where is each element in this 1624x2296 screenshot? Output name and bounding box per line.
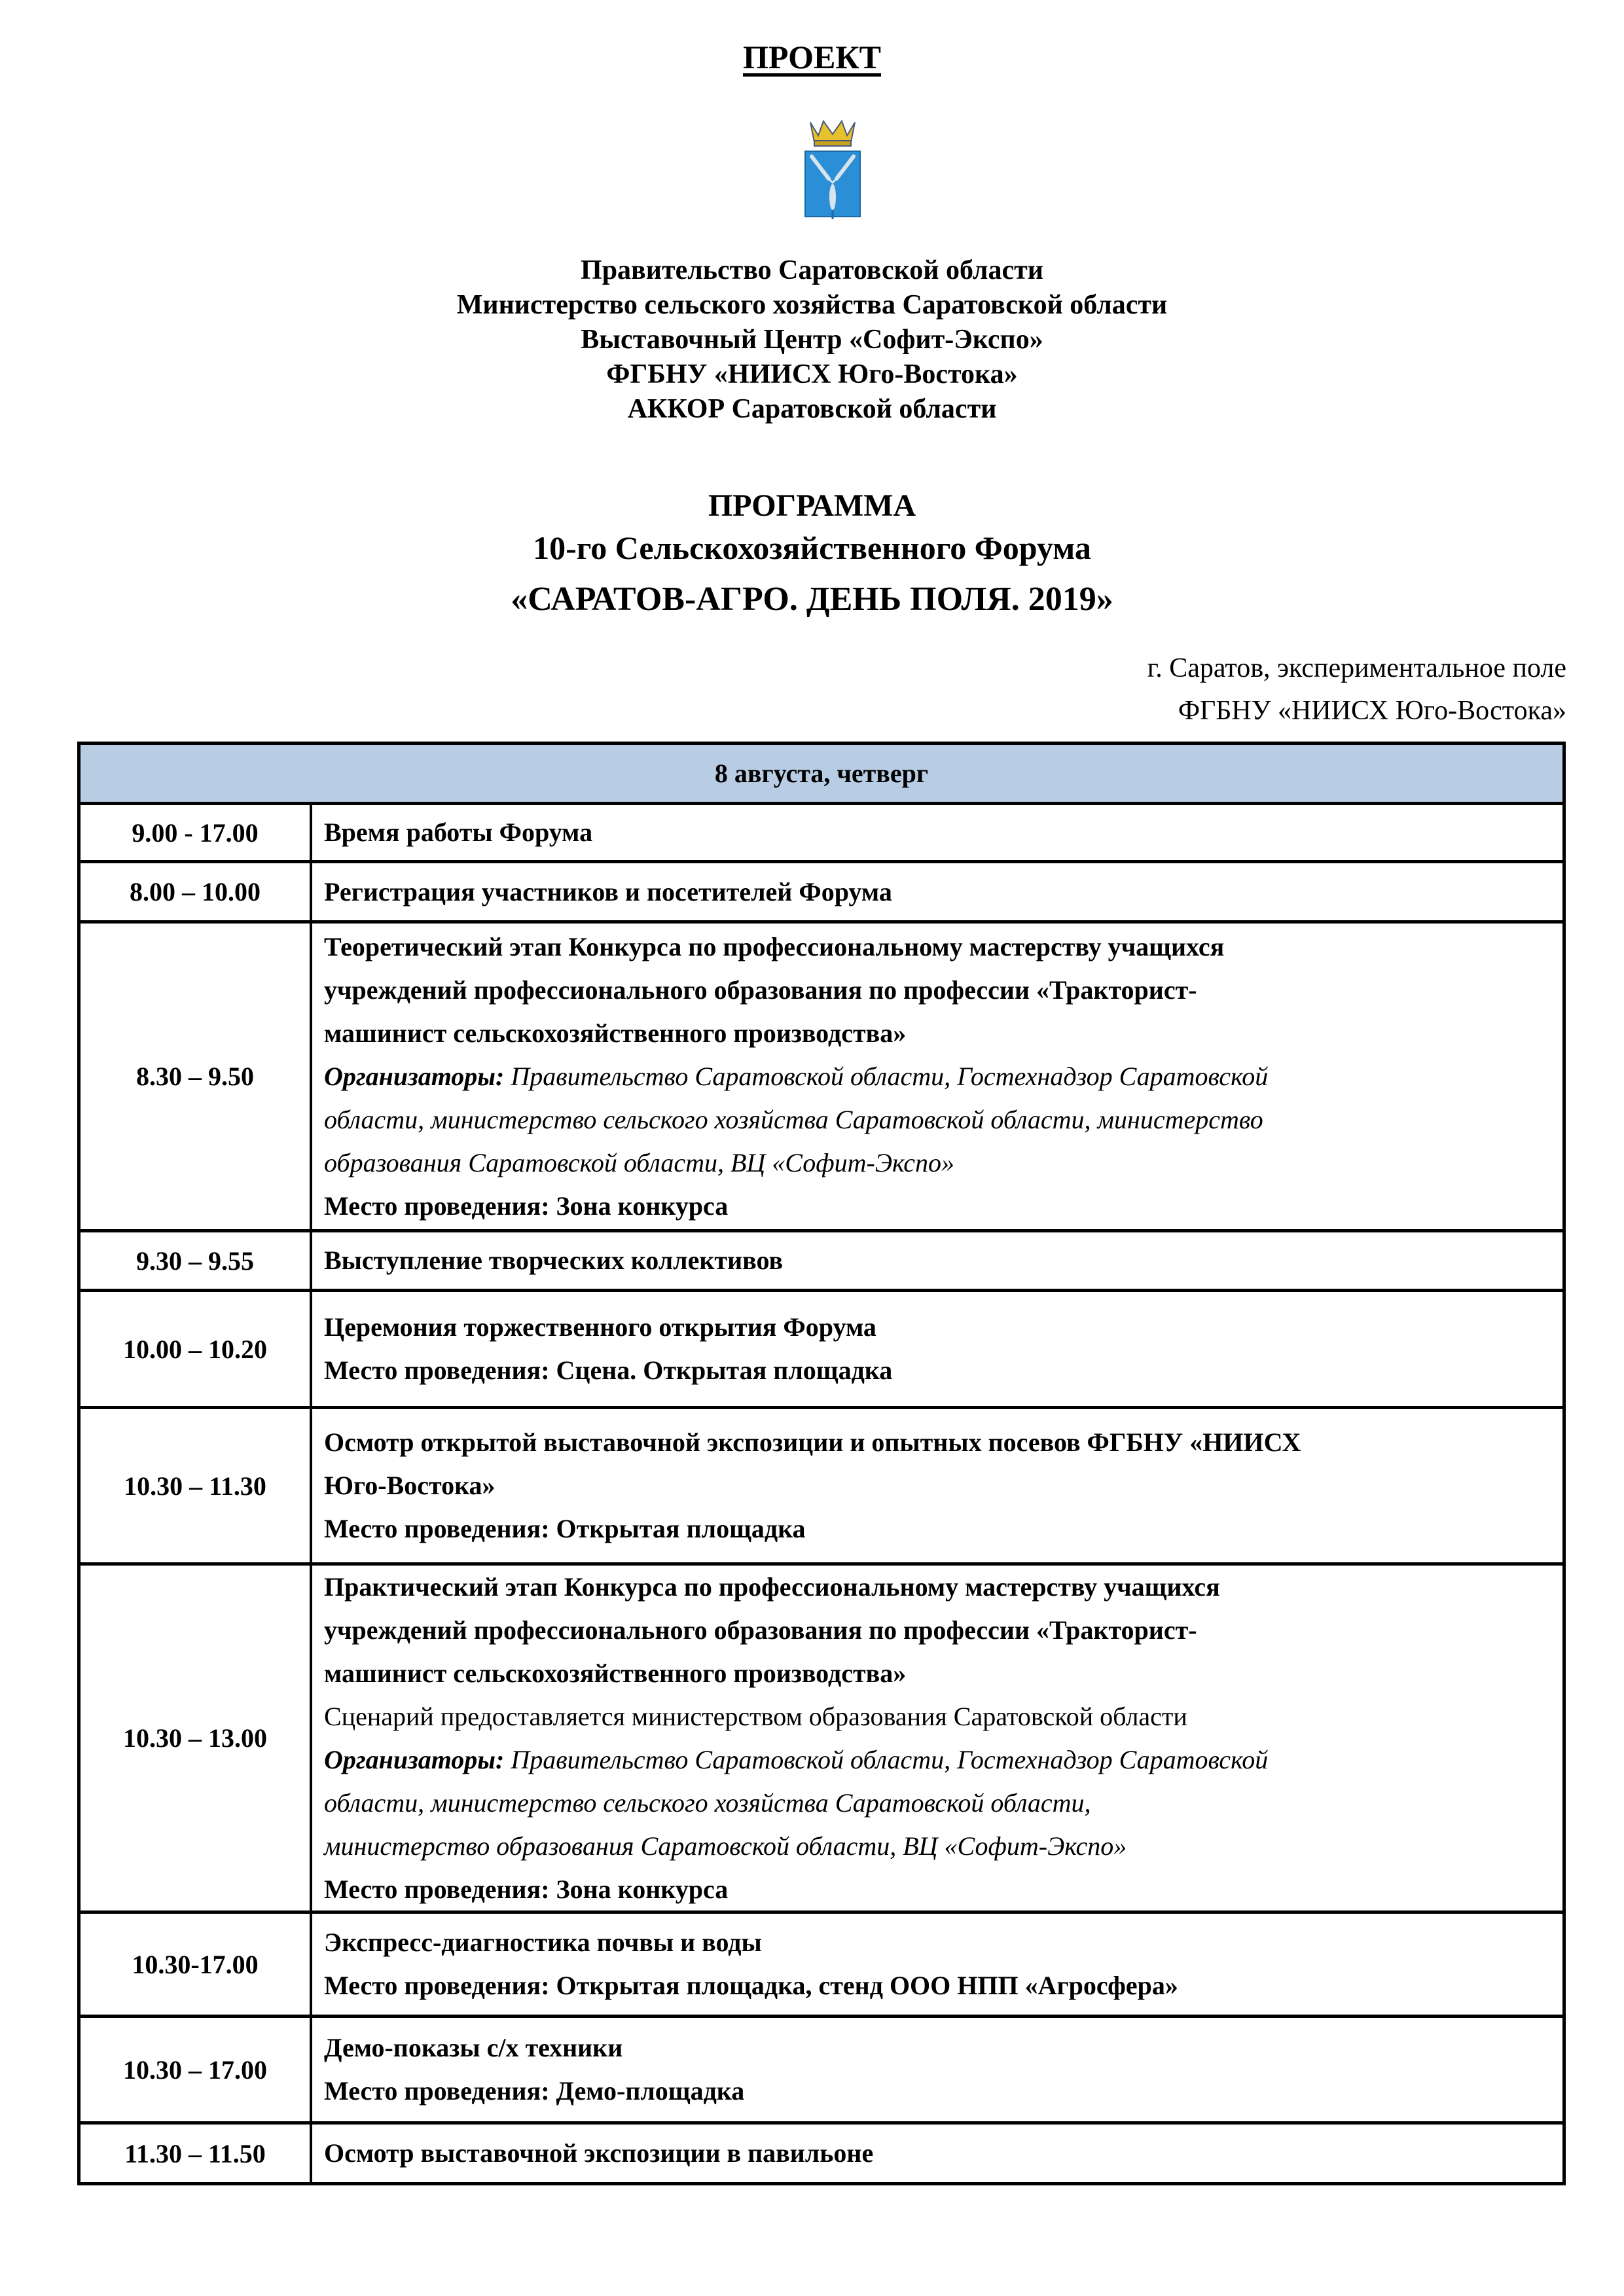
time-cell: 10.30-17.00 (81, 1914, 312, 2015)
event-title-line: учреждений профессионального образования по профессии «Тракторист- (324, 1615, 1197, 1645)
event-venue: Место проведения: Открытая площадка, стенд ООО НПП «Агросфера» (324, 1971, 1178, 2000)
table-row (81, 924, 1562, 1232)
table-row (81, 1566, 1562, 1914)
event-title-line: Теоретический этап Конкурса по профессиональному мастерству учащихся (324, 931, 1225, 961)
organizer-line: АККОР Саратовской области (627, 394, 997, 424)
organizers-line: области, министерство сельского хозяйства Саратовской области, министерство (324, 1104, 1263, 1134)
schedule-table (77, 742, 1566, 2185)
time-cell: 10.00 – 10.20 (81, 1292, 312, 1406)
description-cell (312, 2018, 1562, 2121)
event-venue: Место проведения: Открытая площадка (324, 1514, 806, 1543)
time-cell: 9.30 – 9.55 (81, 1232, 312, 1289)
description-cell (312, 863, 1562, 920)
organizers-line (324, 1738, 1551, 1782)
event-title-line: Практический этап Конкурса по профессиональному мастерству учащихся (324, 1571, 1220, 1602)
table-row (81, 805, 1562, 863)
event-title-line: Осмотр открытой выставочной экспозиции и опытных посевов ФГБНУ «НИИСХ (324, 1427, 1301, 1457)
event-title: Демо-показы с/х техники (324, 2033, 623, 2062)
event-title: Экспресс-диагностика почвы и воды (324, 1928, 762, 1957)
organizer-line: ФГБНУ «НИИСХ Юго-Востока» (606, 359, 1018, 389)
time-cell: 10.30 – 13.00 (81, 1566, 312, 1910)
time-cell: 10.30 – 11.30 (81, 1409, 312, 1562)
table-row (81, 1232, 1562, 1292)
event-venue: Место проведения: Зона конкурса (324, 1874, 729, 1904)
table-row (81, 863, 1562, 924)
time-cell: 8.00 – 10.00 (81, 863, 312, 920)
program-title: ПРОГРАММА (708, 488, 916, 523)
event-title: Время работы Форума (324, 817, 593, 847)
day-label: 8 августа, четверг (714, 759, 929, 788)
coat-of-arms-icon (804, 116, 861, 221)
organizers-line: области, министерство сельского хозяйства Саратовской области, (324, 1787, 1091, 1818)
event-venue: Место проведения: Сцена. Открытая площадка (324, 1355, 893, 1385)
organizers-line: образования Саратовской области, ВЦ «Софит-Экспо» (324, 1147, 954, 1177)
event-title-line: Юго-Востока» (324, 1471, 496, 1500)
time-cell: 8.30 – 9.50 (81, 924, 312, 1229)
organizer-line: Правительство Саратовской области (581, 255, 1043, 285)
table-row (81, 2018, 1562, 2125)
organizers-label: Организаторы: (324, 1744, 505, 1774)
event-title: Церемония торжественного открытия Форума (324, 1312, 876, 1342)
description-cell (312, 2125, 1562, 2182)
description-cell (312, 1914, 1562, 2015)
event-title: Осмотр выставочной экспозиции в павильоне (324, 2138, 874, 2168)
location-line: г. Саратов, экспериментальное поле (1147, 653, 1566, 683)
organizers-block (0, 253, 1624, 427)
event-venue: Место проведения: Зона конкурса (324, 1191, 729, 1221)
organizers-line: министерство образования Саратовской области, ВЦ «Софит-Экспо» (324, 1831, 1127, 1861)
organizers-line (324, 1055, 1551, 1098)
crown-icon (810, 121, 855, 146)
forum-subtitle: 10-го Сельскохозяйственного Форума (533, 529, 1091, 566)
project-status-label: ПРОЕКТ (743, 39, 881, 75)
description-cell (312, 1566, 1562, 1910)
time-cell: 10.30 – 17.00 (81, 2018, 312, 2121)
day-header (81, 745, 1562, 805)
organizers-text: Правительство Саратовской области, Гостехнадзор Саратовской (504, 1744, 1269, 1774)
table-row (81, 2125, 1562, 2182)
organizer-line: Выставочный Центр «Софит-Экспо» (581, 325, 1043, 355)
event-title-line: учреждений профессионального образования по профессии «Тракторист- (324, 975, 1197, 1005)
time-cell: 9.00 - 17.00 (81, 805, 312, 860)
table-row (81, 1292, 1562, 1409)
description-cell (312, 1232, 1562, 1289)
event-title-line: машинист сельскохозяйственного производства» (324, 1018, 907, 1048)
table-row (81, 1409, 1562, 1566)
location-line: ФГБНУ «НИИСХ Юго-Востока» (1178, 696, 1566, 726)
description-cell (312, 924, 1562, 1229)
organizers-label: Организаторы: (324, 1061, 505, 1091)
event-title-line: машинист сельскохозяйственного производства» (324, 1658, 907, 1688)
event-note: Сценарий предоставляется министерством образования Саратовской области (324, 1701, 1187, 1731)
table-row (81, 1914, 1562, 2018)
description-cell (312, 1292, 1562, 1406)
event-venue: Место проведения: Демо-площадка (324, 2076, 745, 2106)
time-cell: 11.30 – 11.50 (81, 2125, 312, 2182)
organizer-line: Министерство сельского хозяйства Саратовской области (456, 290, 1168, 320)
description-cell (312, 1409, 1562, 1562)
forum-name: «САРАТОВ-АГРО. ДЕНЬ ПОЛЯ. 2019» (511, 581, 1113, 618)
description-cell (312, 805, 1562, 860)
event-title: Регистрация участников и посетителей Форума (324, 876, 892, 906)
event-title: Выступление творческих коллективов (324, 1246, 784, 1275)
organizers-text: Правительство Саратовской области, Гостехнадзор Саратовской (504, 1061, 1269, 1091)
